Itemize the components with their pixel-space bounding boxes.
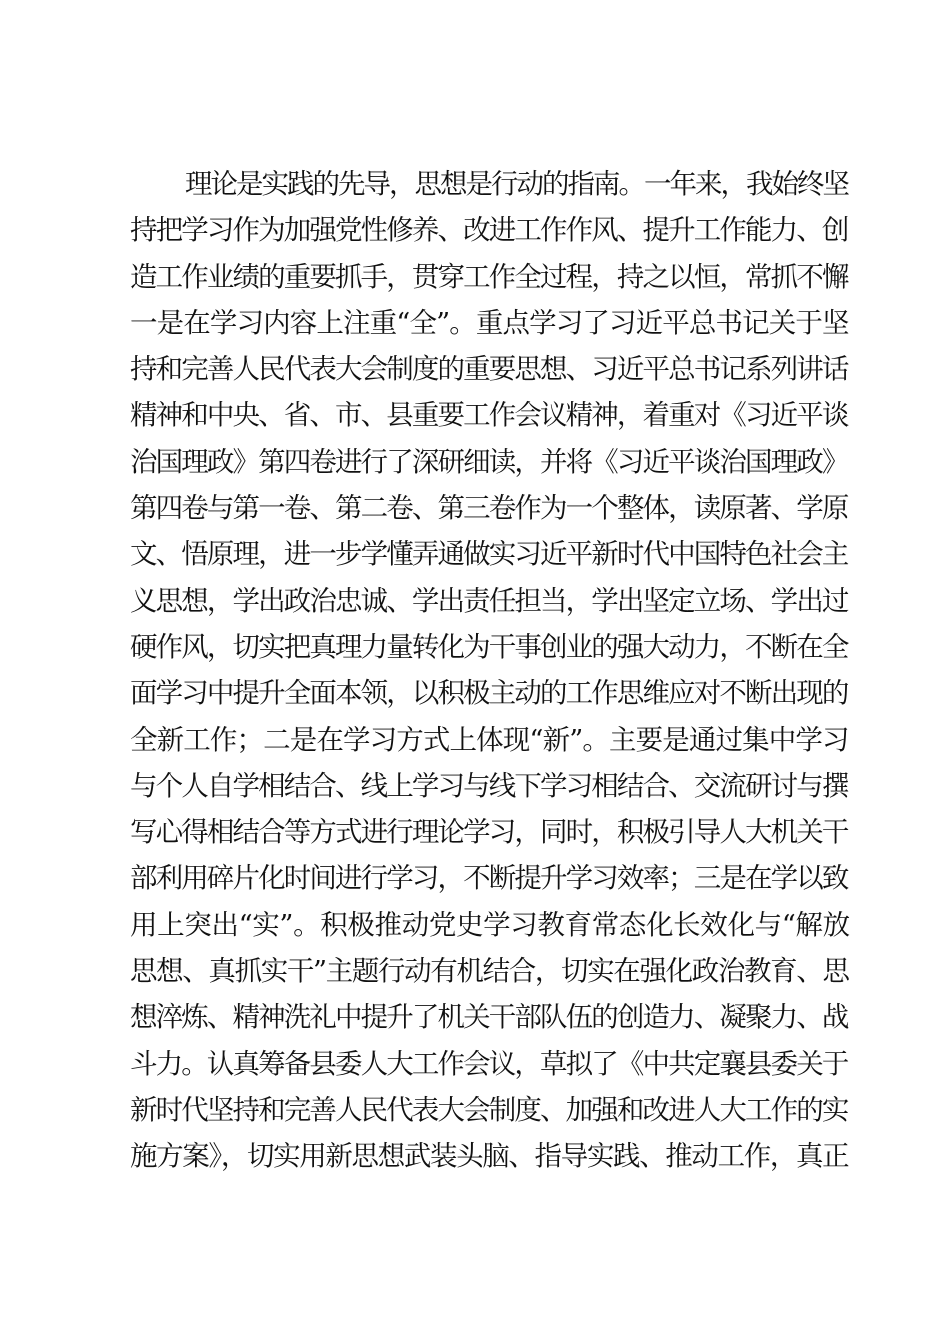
text-line: 与个人自学相结合、线上学习与线下学习相结合、交流研讨与撰 [130, 769, 848, 802]
text-line: 思想、真抓实干”主题行动有机结合，切实在强化政治教育、思 [130, 955, 849, 988]
text-line: 持和完善人民代表大会制度的重要思想、习近平总书记系列讲话 [130, 353, 848, 386]
text-line: 硬作风，切实把真理力量转化为干事创业的强大动力，不断在全 [130, 630, 848, 663]
text-line: 想淬炼、精神洗礼中提升了机关干部队伍的创造力、凝聚力、战 [130, 1001, 848, 1034]
text-line: 持把学习作为加强党性修养、改进工作作风、提升工作能力、创 [130, 214, 848, 247]
text-line: 治国理政》第四卷进行了深研细读，并将《习近平谈治国理政》 [130, 445, 848, 478]
text-line: 文、悟原理，进一步学懂弄通做实习近平新时代中国特色社会主 [130, 538, 848, 571]
text-line: 全新工作；二是在学习方式上体现“新”。主要是通过集中学习 [130, 723, 849, 756]
text-line: 写心得相结合等方式进行理论学习，同时，积极引导人大机关干 [130, 816, 848, 849]
text-line: 精神和中央、省、市、县重要工作会议精神，着重对《习近平谈 [130, 399, 848, 432]
text-line: 部利用碎片化时间进行学习，不断提升学习效率；三是在学以致 [130, 862, 848, 895]
text-line: 新时代坚持和完善人民代表大会制度、加强和改进人大工作的实 [130, 1093, 848, 1126]
text-line: 理论是实践的先导，思想是行动的指南。一年来，我始终坚 [185, 168, 848, 200]
text-line: 面学习中提升全面本领，以积极主动的工作思维应对不断出现的 [130, 677, 848, 710]
text-line: 义思想，学出政治忠诚、学出责任担当，学出坚定立场、学出过 [130, 584, 848, 617]
text-line: 第四卷与第一卷、第二卷、第三卷作为一个整体，读原著、学原 [130, 492, 848, 525]
text-line: 一是在学习内容上注重“全”。重点学习了习近平总书记关于坚 [130, 306, 849, 339]
text-line: 施方案》，切实用新思想武装头脑、指导实践、推动工作，真正 [130, 1140, 849, 1173]
body-paragraph [130, 161, 850, 1180]
text-line: 造工作业绩的重要抓手，贯穿工作全过程，持之以恒，常抓不懈 [130, 260, 848, 293]
text-line: 斗力。认真筹备县委人大工作会议，草拟了《中共定襄县委关于 [130, 1047, 848, 1080]
text-line: 用上突出“实”。积极推动党史学习教育常态化长效化与“解放 [130, 908, 850, 941]
